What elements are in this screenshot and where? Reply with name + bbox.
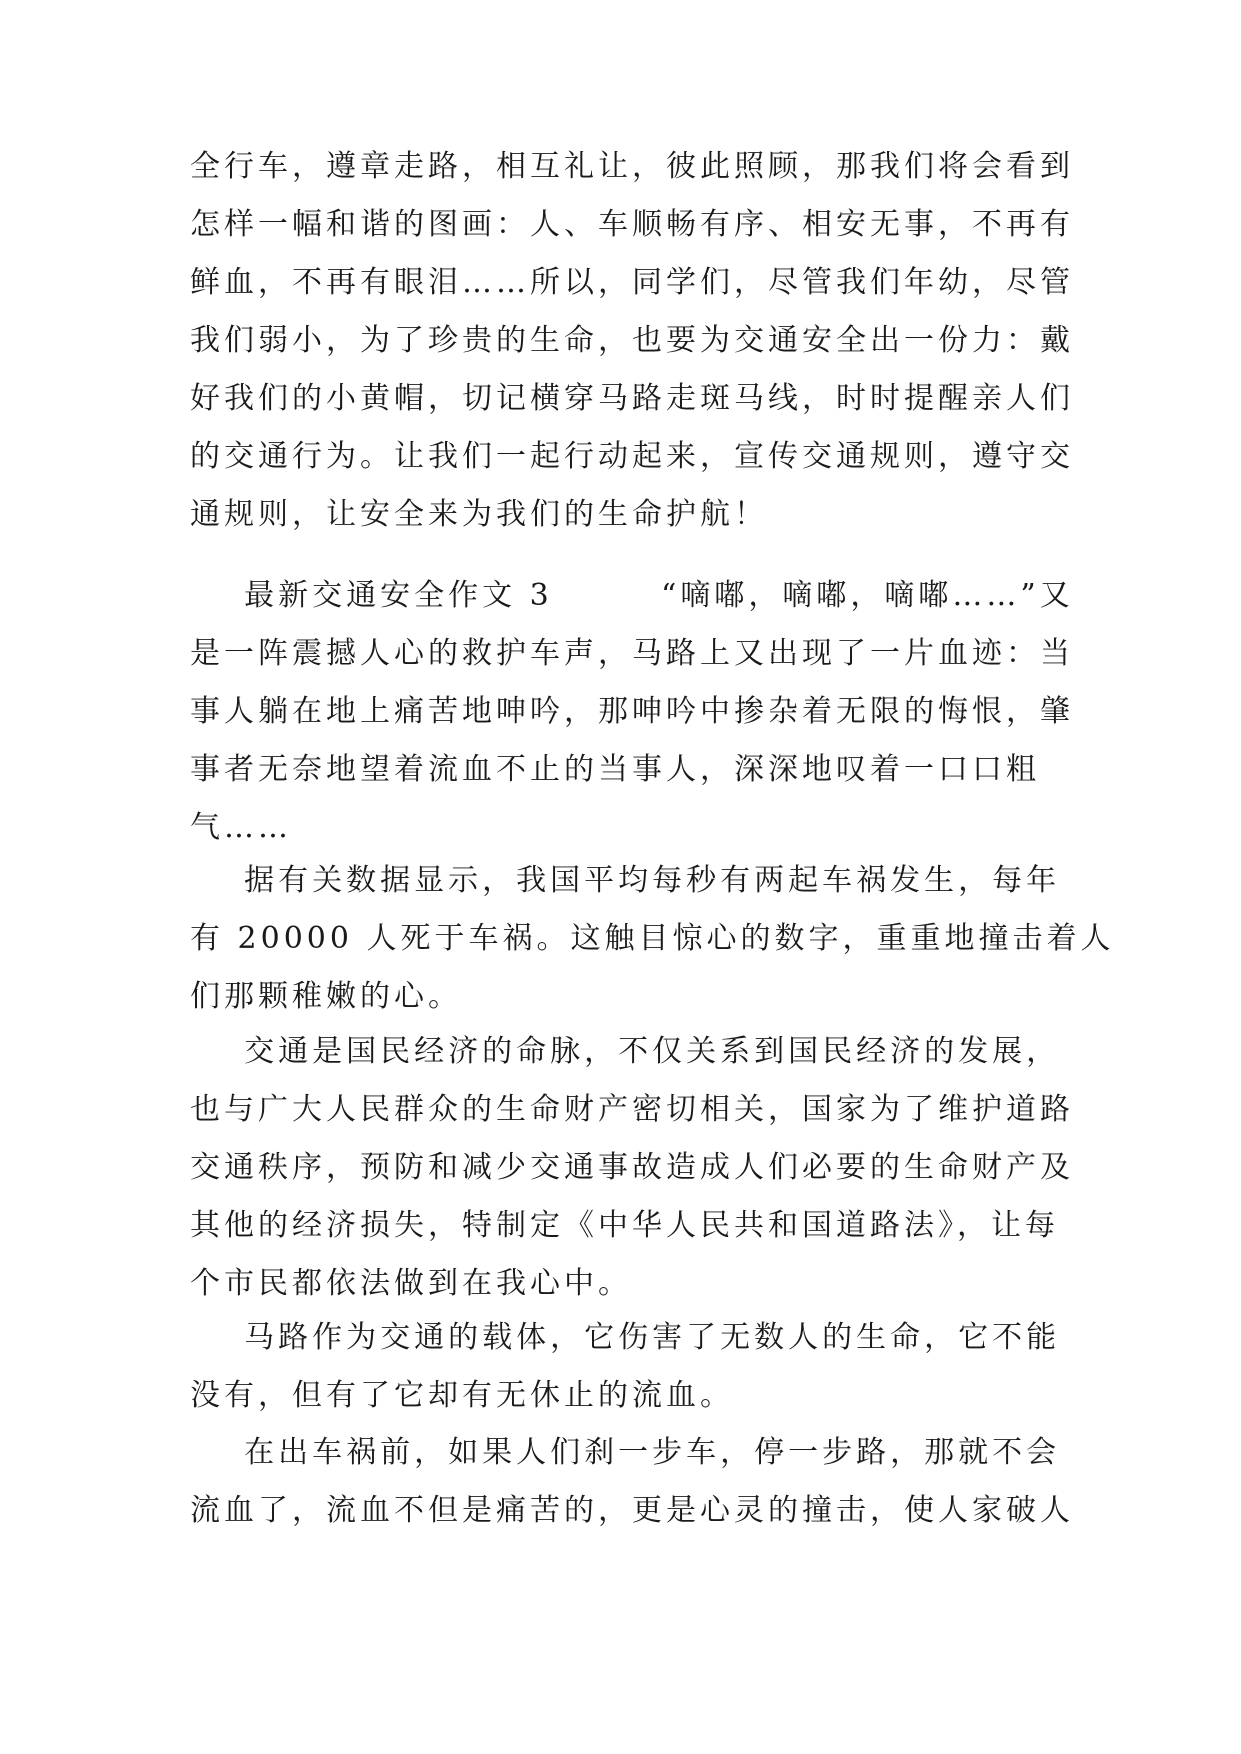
text-line: 也与广大人民群众的生命财产密切相关，国家为了维护道路 <box>190 1092 1074 1127</box>
paragraph-economy <box>190 1023 1074 1313</box>
text-line: 交通秩序，预防和减少交通事故造成人们必要的生命财产及 <box>190 1150 1074 1185</box>
text-line: 鲜血，不再有眼泪……所以，同学们，尽管我们年幼，尽管 <box>190 265 1074 300</box>
paragraph-accident <box>190 1424 1074 1540</box>
text-line: 全行车，遵章走路，相互礼让，彼此照顾，那我们将会看到 <box>190 149 1074 184</box>
text-line: 怎样一幅和谐的图画：人、车顺畅有序、相安无事，不再有 <box>190 207 1074 242</box>
text-line: 其他的经济损失，特制定《中华人民共和国道路法》，让每 <box>190 1208 1059 1243</box>
section-essay-3 <box>190 567 1074 857</box>
text-line: 交通是国民经济的命脉，不仅关系到国民经济的发展， <box>190 1034 1061 1069</box>
text-line: 的交通行为。让我们一起行动起来，宣传交通规则，遵守交 <box>190 439 1074 474</box>
text-line: 们那颗稚嫩的心。 <box>190 979 462 1014</box>
text-line: 通规则，让安全来为我们的生命护航！ <box>190 497 768 532</box>
text-line: 事人躺在地上痛苦地呻吟，那呻吟中掺杂着无限的悔恨，肇 <box>190 694 1074 729</box>
text-line: 马路作为交通的载体，它伤害了无数人的生命，它不能 <box>190 1320 1061 1355</box>
text-line: 流血了，流血不但是痛苦的，更是心灵的撞击，使人家破人 <box>190 1493 1074 1528</box>
text-line: 我们弱小，为了珍贵的生命，也要为交通安全出一份力：戴 <box>190 323 1074 358</box>
text-line: 事者无奈地望着流血不止的当事人，深深地叹着一口口粗 <box>190 752 1040 787</box>
paragraph-road <box>190 1309 1061 1425</box>
text-line: 气…… <box>190 810 292 845</box>
text-line: 好我们的小黄帽，切记横穿马路走斑马线，时时提醒亲人们 <box>190 381 1074 416</box>
text-line: 是一阵震撼人心的救护车声，马路上又出现了一片血迹：当 <box>190 636 1074 671</box>
section-heading-line: 最新交通安全作文 3 “嘀嘟，嘀嘟，嘀嘟……”又 <box>190 578 1074 613</box>
paragraph-statistics <box>190 852 1115 1026</box>
text-line: 个市民都依法做到在我心中。 <box>190 1266 632 1301</box>
text-line: 在出车祸前，如果人们刹一步车，停一步路，那就不会 <box>190 1435 1061 1470</box>
text-line: 没有，但有了它却有无休止的流血。 <box>190 1378 734 1413</box>
text-line: 据有关数据显示，我国平均每秒有两起车祸发生，每年 <box>190 863 1061 898</box>
body-text <box>190 138 1074 544</box>
text-line: 有 20000 人死于车祸。这触目惊心的数字，重重地撞击着人 <box>190 921 1115 956</box>
